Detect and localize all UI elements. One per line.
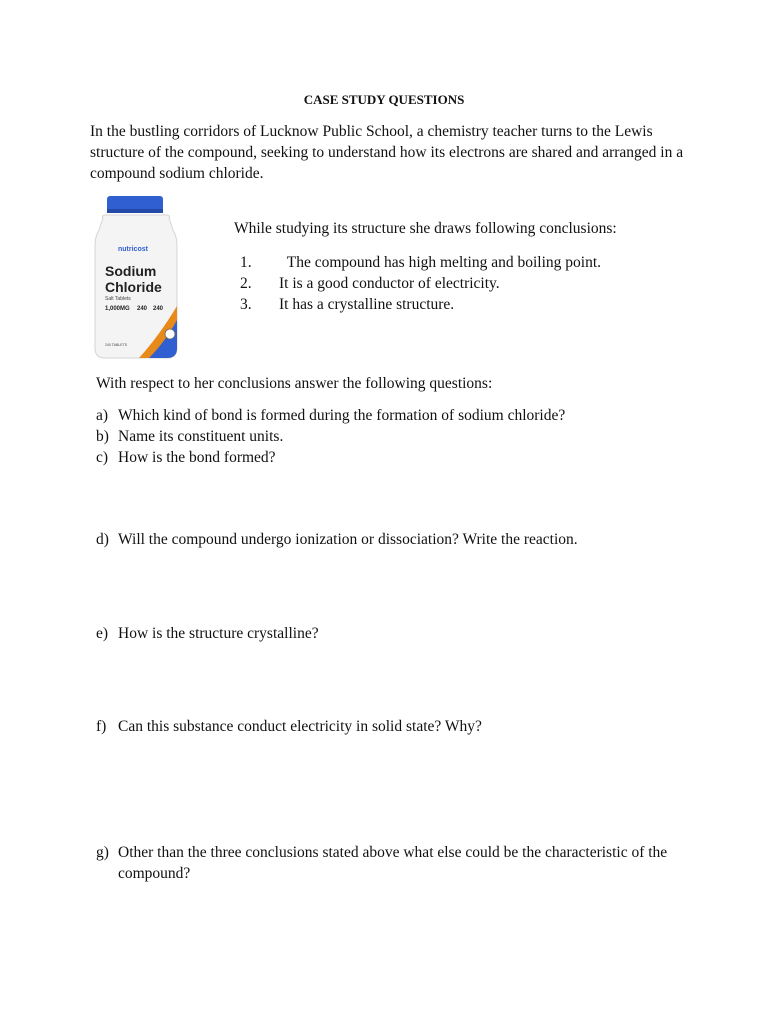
bottle-count-1: 240: [137, 306, 148, 312]
intro-paragraph: In the bustling corridors of Lucknow Public School, a chemistry teacher turns to the Lewis structure of the compound, seeking to understand how its electrons are shared and arranged in a compound sodium chloride.: [90, 123, 684, 182]
conclusion-text: It has a crystalline structure.: [279, 296, 455, 313]
question-text: Can this substance conduct electricity in solid state? Why?: [118, 718, 482, 735]
question-text: How is the bond formed?: [118, 449, 276, 466]
conclusion-number: 1.: [240, 254, 252, 271]
question-text: Other than the three conclusions stated above what else could be the characteristic of the compound?: [118, 844, 668, 882]
bottle-count-2: 240: [153, 306, 164, 312]
bottle-product-line1: Sodium: [105, 263, 157, 279]
question-item: [96, 716, 696, 737]
question-text: How is the structure crystalline?: [118, 625, 319, 642]
conclusion-number: 3.: [240, 296, 252, 313]
conclusion-text: It is a good conductor of electricity.: [279, 275, 500, 292]
bottle-footer: 240 TABLETS: [105, 343, 128, 347]
question-item: [96, 623, 696, 644]
conclusion-text: The compound has high melting and boiling point.: [279, 254, 602, 271]
question-label: e): [96, 625, 109, 642]
conclusion-number: 2.: [240, 275, 252, 292]
question-item: [96, 405, 696, 426]
question-label: f): [96, 718, 107, 735]
question-text: Which kind of bond is formed during the formation of sodium chloride?: [118, 407, 566, 424]
question-item: [96, 529, 696, 550]
bottle-dose: 1,000MG: [105, 306, 130, 312]
conclusion-item: [240, 294, 660, 315]
question-label: b): [96, 428, 109, 445]
questions-prompt: With respect to her conclusions answer the following questions:: [96, 375, 493, 392]
conclusions-heading: While studying its structure she draws following conclusions:: [234, 220, 617, 237]
bottle-brand: nutricost: [118, 246, 148, 253]
question-label: g): [96, 844, 109, 861]
page-title: CASE STUDY QUESTIONS: [303, 92, 465, 107]
question-text: Will the compound undergo ionization or dissociation? Write the reaction.: [118, 531, 578, 548]
question-label: c): [96, 449, 109, 466]
conclusion-item: [240, 273, 660, 294]
sodium-chloride-bottle-image: [93, 196, 179, 360]
question-label: d): [96, 531, 109, 548]
conclusions-list: [240, 252, 660, 315]
bottle-subtitle: Salt Tablets: [105, 296, 131, 302]
question-item: [96, 426, 696, 447]
question-item: [96, 447, 696, 468]
bottle-product-line2: Chloride: [105, 279, 162, 295]
conclusion-item: [240, 252, 660, 273]
question-text: Name its constituent units.: [118, 428, 284, 445]
question-item: [96, 842, 681, 884]
question-label: a): [96, 407, 109, 424]
